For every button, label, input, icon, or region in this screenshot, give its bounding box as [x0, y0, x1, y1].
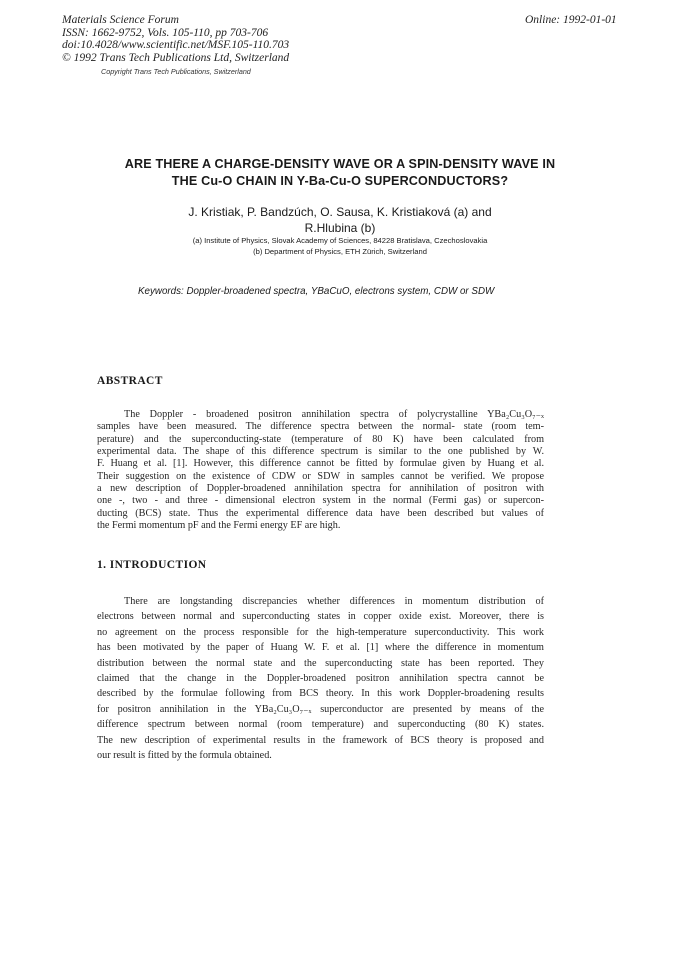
abstract-body — [97, 409, 544, 532]
abstract-line: F. Huang et al. [1]. However, this difference cannot be fitted by formulae given by Huang et al. — [97, 458, 544, 470]
abstract-line: samples have been measured. The difference spectra between the normal- state (room tem- — [97, 421, 544, 433]
abstract-line: ducting (BCS) state. Thus the experimental difference data have been described but values of — [97, 507, 544, 519]
abstract-line: the Fermi momentum pF and the Fermi energy EF are high. — [97, 520, 341, 532]
abstract-heading: ABSTRACT — [97, 375, 163, 387]
abstract-line: one -, two - and three - dimensional electron system in the normal (Fermi gas) or supercon- — [97, 495, 544, 507]
issn-line: ISSN: 1662-9752, Vols. 105-110, pp 703-706 — [62, 26, 269, 39]
introduction-heading: 1. INTRODUCTION — [97, 559, 207, 571]
doi-line: doi:10.4028/www.scientific.net/MSF.105-110.703 — [62, 39, 290, 52]
affiliations — [100, 235, 580, 257]
author-list — [110, 204, 570, 236]
paper-title — [80, 156, 600, 190]
title-line-2: THE Cu-O CHAIN IN Y-Ba-Cu-O SUPERCONDUCTORS? — [171, 174, 509, 188]
introduction-line: has been motivated by the paper of Huang W. F. et al. [1] where the difference in momentum — [97, 642, 544, 654]
online-date: Online: 1992-01-01 — [525, 14, 617, 26]
introduction-line: The new description of experimental results in the framework of BCS theory is proposed and — [97, 734, 544, 746]
journal-name: Materials Science Forum — [62, 14, 179, 26]
introduction-line: claimed that the change in the Doppler-broadened positron annihilation spectra cannot be — [97, 673, 544, 685]
introduction-line: for positron annihilation in the YBa₂Cu₃O₇₋ₓ superconductor are presented by means of the — [97, 703, 544, 715]
authors-line-2: R.Hlubina (b) — [304, 221, 376, 235]
introduction-line: our result is fitted by the formula obtained. — [97, 750, 272, 762]
introduction-body — [97, 594, 544, 763]
introduction-line: no agreement on the process responsible for the high-temperature superconductivity. This work — [97, 626, 544, 638]
publisher-line: © 1992 Trans Tech Publications Ltd, Switzerland — [62, 51, 290, 64]
abstract-line: The Doppler - broadened positron annihilation spectra of polycrystalline YBa₂Cu₃O₇₋ₓ — [124, 409, 544, 420]
title-line-1: ARE THERE A CHARGE-DENSITY WAVE OR A SPIN-DENSITY WAVE IN — [124, 157, 556, 171]
introduction-line: distribution between the normal state and the superconducting state has been reported. They — [97, 657, 544, 669]
introduction-line: described by the formulae following from BCS theory. In this work Doppler-broadening results — [97, 688, 544, 700]
abstract-line: experimental data. The shape of this difference spectrum is similar to the one published by W. — [97, 446, 544, 458]
abstract-line: a new description of Doppler-broadened annihilation spectra for annihilation of positron with — [97, 483, 544, 495]
journal-header — [62, 14, 289, 64]
introduction-line: electrons between normal and superconducting states in copper oxide exist. Moreover, there is — [97, 611, 544, 623]
introduction-line: There are longstanding discrepancies whether differences in momentum distribution of — [124, 596, 544, 607]
abstract-line: Their suggestion on the existence of CDW or SDW in samples cannot be verified. We propose — [97, 470, 544, 482]
introduction-line: difference spectrum between normal (room temperature) and superconducting (80 K) states. — [97, 719, 544, 731]
authors-line-1: J. Kristiak, P. Bandzúch, O. Sausa, K. Kristiaková (a) and — [188, 205, 492, 219]
keywords: Keywords: Doppler-broadened spectra, YBaCuO, electrons system, CDW or SDW — [138, 286, 495, 297]
abstract-line: perature) and the superconducting-state (temperature of 80 K) have been calculated from — [97, 433, 544, 445]
copyright-line: Copyright Trans Tech Publications, Switzerland — [101, 67, 251, 76]
affiliation-b: (b) Department of Physics, ETH Zürich, Switzerland — [253, 247, 427, 256]
affiliation-a: (a) Institute of Physics, Slovak Academy of Sciences, 84228 Bratislava, Czechoslovakia — [192, 236, 488, 245]
